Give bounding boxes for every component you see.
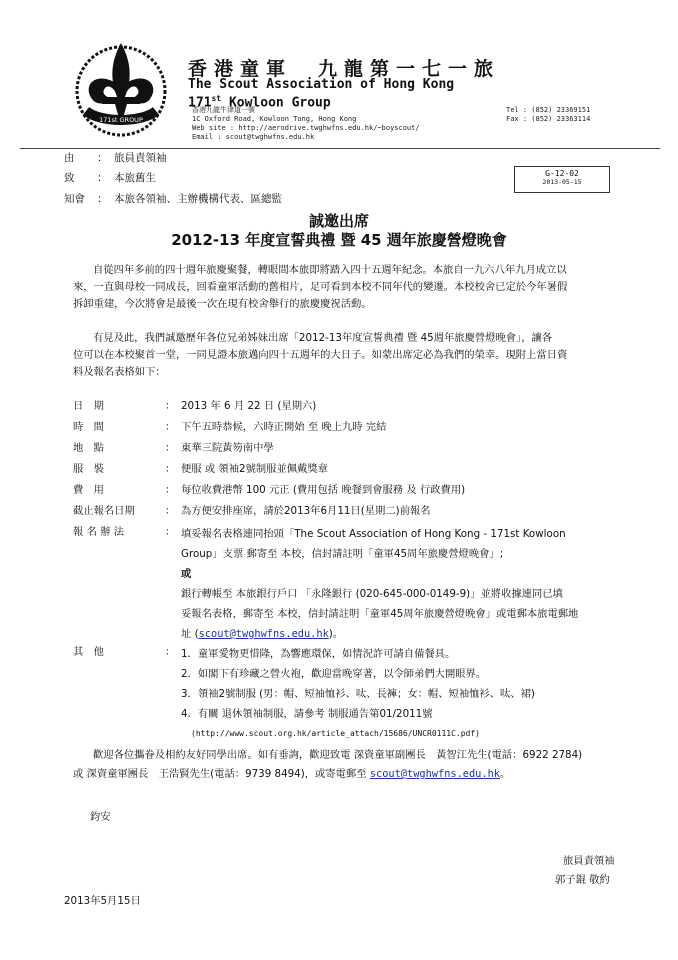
event-title: 2012-13 年度宣誓典禮 暨 45 週年旅慶營燈晚會: [171, 231, 507, 249]
logo-text: 171st GROUP: [99, 116, 143, 124]
other-item: 2．如閣下有珍藏之營火袍，歡迎當晚穿著，以令師弟們大開眼界。: [181, 668, 487, 680]
fee-label: 費 用: [73, 484, 104, 496]
from-label: 由: [64, 152, 75, 164]
org-name-english: The Scout Association of Hong Kong: [188, 77, 455, 92]
date-value: 2013 年 6 月 22 日 (星期六): [181, 400, 317, 412]
to-label: 致: [64, 172, 75, 184]
registration-or: 或: [181, 568, 192, 580]
header-email: Email : scout@twghwfns.edu.hk: [192, 133, 315, 141]
other-row: [73, 644, 673, 744]
other-item: 4．有關 退休領袖制服，請參考 制服通告第01/2011號: [181, 708, 433, 720]
other-item: 1．童軍愛物更惜隆，為響應環保，如情況許可請自備餐具。: [181, 648, 456, 660]
other-value: [181, 644, 641, 744]
intro-line: 來，一直與母校一同成長，回看童軍活動的舊相片，足可看到本校不同年代的變遷。本校校舍已定於今年暑假: [73, 281, 568, 294]
registration-line: 填妥報名表格連同抬頭「The Scout Association of Hong Kong - 171st Kowloon: [181, 528, 566, 540]
closing-text: 或 深資童軍團長 王浩賢先生(電話：9739 8494)，或寄電郵至: [73, 768, 370, 780]
registration-email-link[interactable]: scout@twghwfns.edu.hk: [198, 628, 329, 640]
reference-date: 2013-05-15: [542, 178, 582, 186]
from-colon: ：: [97, 152, 108, 164]
to-colon: ：: [97, 172, 108, 184]
group-name-rest: Kowloon Group: [221, 95, 331, 111]
routing-block: [64, 151, 484, 211]
intro-line: 自從四年多前的四十週年旅慶聚餐，轉眼間本旅即將踏入四十五週年紀念。本旅自一九六八年九月成立以: [93, 264, 567, 276]
date-label: 日 期: [73, 400, 104, 412]
registration-line: 妥報名表格，郵寄至 本校，信封請註明「童軍45周年旅慶營燈晚會」或電郵本旅電郵地: [181, 608, 579, 620]
uniform-notice-url[interactable]: (http://www.scout.org.hk/article_attach/15686/UNCR0111C.pdf): [191, 729, 480, 738]
group-number-suffix: st: [211, 94, 222, 103]
closing-text-end: 。: [499, 768, 511, 780]
registration-label: 報 名 辦 法: [73, 526, 125, 538]
other-label: 其 他: [73, 646, 104, 658]
intro-line: 拆卸重建，今次將會是最後一次在現有校舍舉行的旅慶慶祝活動。: [73, 298, 372, 311]
cc-row: [64, 192, 484, 207]
deadline-colon: ：: [165, 505, 176, 517]
reference-box: [514, 166, 610, 193]
fee-value: 每位收費港幣 100 元正 (費用包括 晚餐到會服務 及 行政費用): [181, 484, 466, 496]
cc-colon: ：: [97, 193, 108, 205]
issue-date: 2013年5月15日: [64, 895, 141, 907]
venue-value: 東華三院黃笏南中學: [181, 442, 274, 454]
time-value: 下午五時恭候，六時正開始 至 晚上九時 完結: [181, 421, 387, 433]
closing-line: 歡迎各位攜眷及相約友好同學出席。如有垂詢，歡迎致電 深資童軍副團長 黃智江先生(電話：6922 2784): [93, 749, 583, 761]
signer-name: 郭子錕 敬約: [555, 874, 610, 886]
other-item: 3．領袖2號制服 (男：帽、短袖恤衫、呔、長褲；女：帽、短袖恤衫、呔、裙): [181, 688, 535, 700]
fee-colon: ：: [165, 484, 176, 496]
header-divider: [20, 148, 660, 149]
to-value: 本旅舊生: [114, 172, 156, 184]
registration-email-prefix: 址 (: [181, 628, 199, 640]
time-label: 時 間: [73, 421, 104, 433]
address-chinese: 香港九龍牛津道一號: [192, 106, 255, 114]
registration-line: Group」支票 郵寄至 本校，信封請註明「童軍45周年旅慶營燈晚會」;: [181, 548, 504, 560]
address-block: [192, 106, 420, 142]
org-name-chinese: 香港童軍 九龍第一七一旅: [188, 58, 501, 80]
regards: 鈞安: [90, 811, 111, 823]
dress-label: 服 裝: [73, 463, 104, 475]
website: Web site : http://aerodrive.twghwfns.edu.hk/~boyscout/: [192, 124, 420, 132]
time-colon: ：: [165, 421, 176, 433]
invitation-line: 料及報名表格如下：: [73, 366, 166, 379]
registration-line: [181, 624, 641, 644]
signer-title: 旅員責領袖: [563, 855, 615, 867]
registration-line: 銀行轉帳至 本旅銀行戶口 「永隆銀行 (020-645-000-0149-9)」並將收據連同已填: [181, 588, 563, 600]
venue-label: 地 點: [73, 442, 104, 454]
invitation-line: 有見及此，我們誠邀歷年各位兄弟姊妹出席「2012-13年度宣誓典禮 暨 45週年旅慶營燈晚會」，讓各: [93, 332, 553, 344]
venue-colon: ：: [165, 442, 176, 454]
dress-value: 便服 或 領袖2號制服並佩戴獎章: [181, 463, 328, 475]
telephone: Tel : (852) 23369151: [506, 106, 591, 114]
deadline-label: 截止報名日期: [73, 505, 135, 517]
registration-colon: ：: [165, 526, 176, 538]
invitation-paragraph: [73, 330, 633, 382]
date-colon: ：: [165, 400, 176, 412]
closing-line: [73, 766, 510, 783]
other-colon: ：: [165, 646, 176, 658]
dress-colon: ：: [165, 463, 176, 475]
address-english: 1C Oxford Road, Kowloon Tong, Hong Kong: [192, 115, 357, 123]
cc-label: 知會: [64, 193, 85, 205]
from-row: [64, 151, 484, 166]
cc-value: 本旅各領袖、主辦機構代表、區總監: [114, 193, 282, 205]
intro-paragraph: [73, 262, 633, 314]
invitation-title: 誠邀出席: [308, 212, 369, 230]
fax: Fax : (852) 23363114: [506, 115, 591, 123]
deadline-value: 為方便安排座席，請於2013年6月11日(星期二)前報名: [181, 505, 431, 517]
reference-number: G-12-02: [545, 169, 579, 178]
registration-row: [73, 524, 673, 644]
contact-block: [506, 106, 590, 124]
invitation-line: 位可以在本校聚首一堂，一同見證本旅邁向四十五週年的大日子。如蒙出席定必為我們的榮幸。現附上當日資: [73, 349, 568, 362]
group-number: 171: [188, 95, 212, 111]
closing-email-link[interactable]: scout@twghwfns.edu.hk: [369, 768, 500, 780]
from-value: 旅員責領袖: [114, 152, 167, 164]
registration-value: [181, 524, 641, 644]
registration-email-suffix: )。: [328, 628, 344, 640]
to-row: [64, 171, 484, 186]
scout-group-logo: [66, 33, 176, 143]
